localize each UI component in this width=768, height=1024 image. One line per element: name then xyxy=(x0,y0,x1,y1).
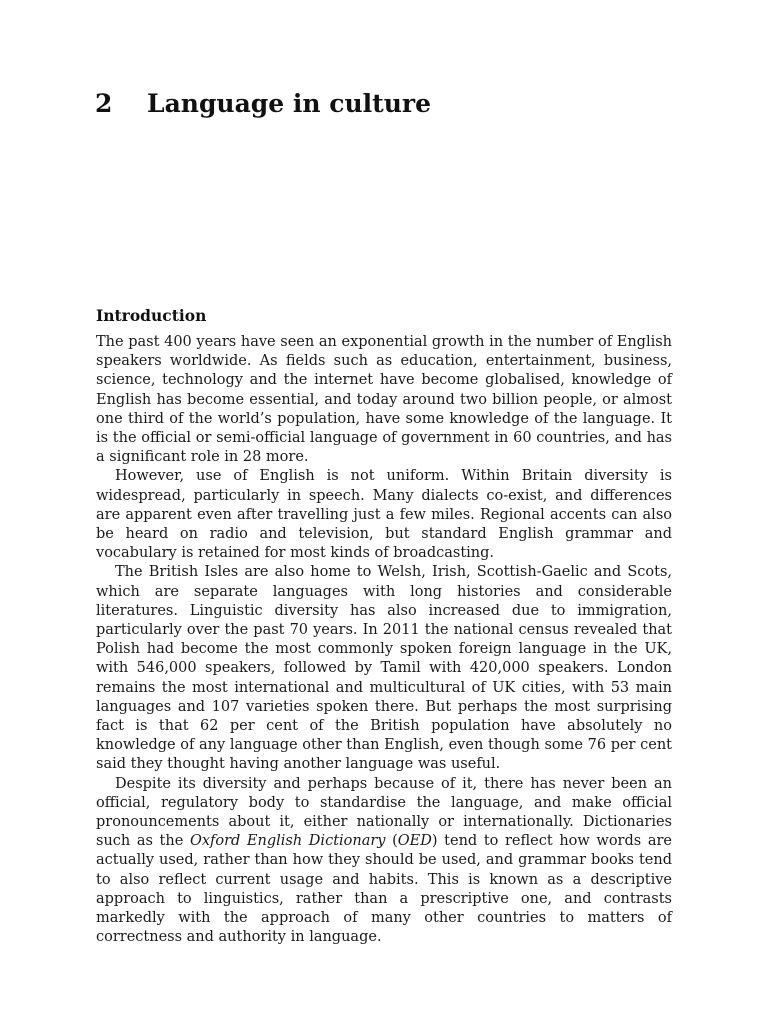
oed-title-italic: Oxford English Dictionary xyxy=(189,833,386,850)
paragraph-4-part-2: ( xyxy=(385,833,398,850)
paragraph-4 xyxy=(96,775,672,948)
paragraph-3: The British Isles are also home to Welsh, Irish, Scottish-Gaelic and Scots, which are separate languages with long histories and considerable literatures. Linguistic diversity has also increased due to immigration, particularly over the past 70 years. In 2011 the national census revealed that Polish had become the most commonly spoken foreign language in the UK, with 546,000 speakers, followed by Tamil with 420,000 speakers. London remains the most international and multicultural of UK cities, with 53 main languages and 107 varieties spoken there. But perhaps the most surprising fact is that 62 per cent of the British population have absolutely no knowledge of any language other than English, even though some 76 per cent said they thought having another language was useful. xyxy=(96,564,672,773)
paragraph-2: However, use of English is not uniform. Within Britain diversity is widespread, particularly in speech. Many dialects co-exist, and differences are apparent even after travelling just a few miles. Regional accents can also be heard on radio and television, but standard English grammar and vocabulary is retained for most kinds of broadcasting. xyxy=(96,468,672,562)
body-text xyxy=(96,333,672,948)
chapter-title: Language in culture xyxy=(147,89,431,118)
chapter-number: 2 xyxy=(95,89,113,118)
paragraph-1: The past 400 years have seen an exponential growth in the number of English speakers worldwide. As fields such as education, entertainment, business, science, technology and the internet have become globalised, knowledge of English has become essential, and today around two billion people, or almost one third of the world’s population, have some knowledge of the language. It is the official or semi-official language of government in 60 countries, and has a significant role in 28 more. xyxy=(96,334,672,466)
paragraph-4-part-3: ) tend to reflect how words are actually used, rather than how they should be used, and grammar books tend to also reflect current usage and habits. This is known as a descriptive approach to linguistics, rather than a prescriptive one, and contrasts markedly with the approach of many other countries to matters of correctness and authority in language. xyxy=(96,833,672,946)
section-heading: Introduction xyxy=(96,306,207,325)
oed-abbreviation-italic: OED xyxy=(397,833,432,850)
paragraph-4-part-1: Despite its diversity and perhaps because of it, there has never been an official, regulatory body to standardise the language, and make official pronouncements about it, either nationally or internationally. Dictionaries such as the xyxy=(96,775,672,850)
chapter-heading xyxy=(95,86,431,122)
